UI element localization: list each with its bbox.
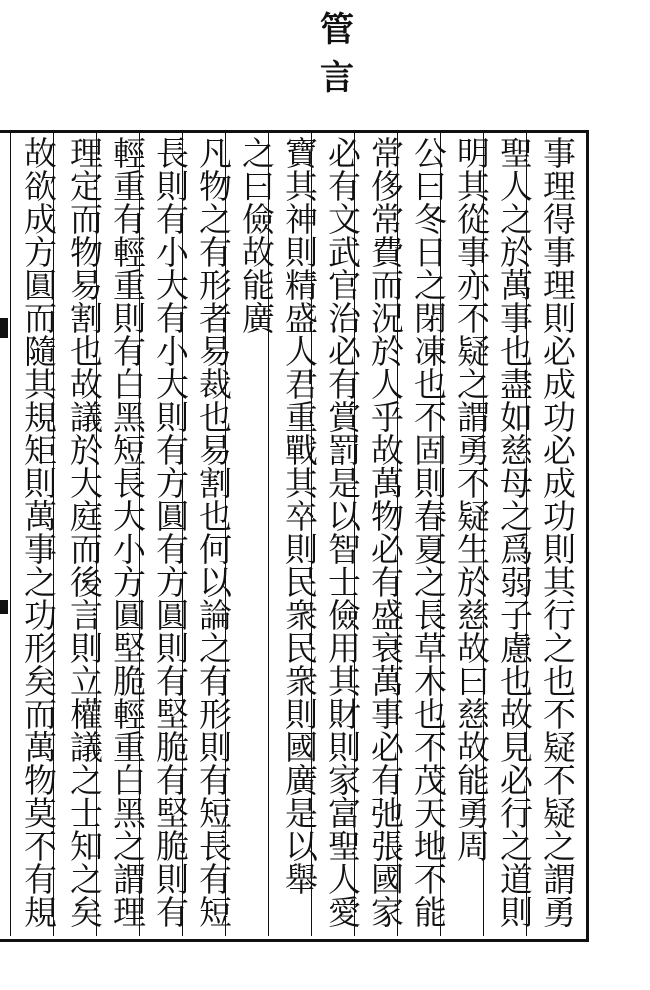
header-char-1: 管 (320, 10, 354, 50)
text-column-9: 凡物之有形者易裁也易割也何以論之有形則有短長有短 (194, 136, 233, 928)
edge-mark-bottom (0, 600, 8, 614)
text-column-8: 之曰儉故能廣 (237, 136, 276, 334)
text-column-13: 故欲成方圓而隨其規矩則萬事之功形矣而萬物莫不有規 (19, 136, 58, 928)
text-column-5: 常侈常費而況於人乎故萬物必有盛衰萬事必有弛張國家 (366, 136, 405, 928)
header-char-2: 言 (320, 58, 354, 98)
column-rule (10, 133, 11, 936)
text-column-6: 必有文武官治必有賞罰是以智士儉用其財則家富聖人愛 (323, 136, 362, 928)
text-column-11: 輕重有輕重則有白黑短長大小方圓堅脆輕重白黑之謂理 (108, 136, 147, 928)
text-column-12: 理定而物易割也故議於大庭而後言則立權議之士知之矣 (65, 136, 104, 928)
text-column-3: 明其從事亦不疑之謂勇不疑生於慈故曰慈故能勇周 (452, 136, 491, 862)
page-header (315, 6, 359, 102)
edge-mark-top (0, 318, 8, 338)
text-column-7: 寶其神則精盛人君重戰其卒則民衆民衆則國廣是以舉 (280, 136, 319, 895)
text-column-1: 事理得事理則必成功必成功則其行之也不疑不疑之謂勇 (538, 136, 577, 928)
text-column-10: 長則有小大有小大則有方圓有方圓則有堅脆有堅脆則有 (151, 136, 190, 928)
text-column-2: 聖人之於萬事也盡如慈母之爲弱子慮也故見必行之道則 (495, 136, 534, 928)
text-column-4: 公曰冬日之閉凍也不固則春夏之長草木也不茂天地不能 (409, 136, 448, 928)
